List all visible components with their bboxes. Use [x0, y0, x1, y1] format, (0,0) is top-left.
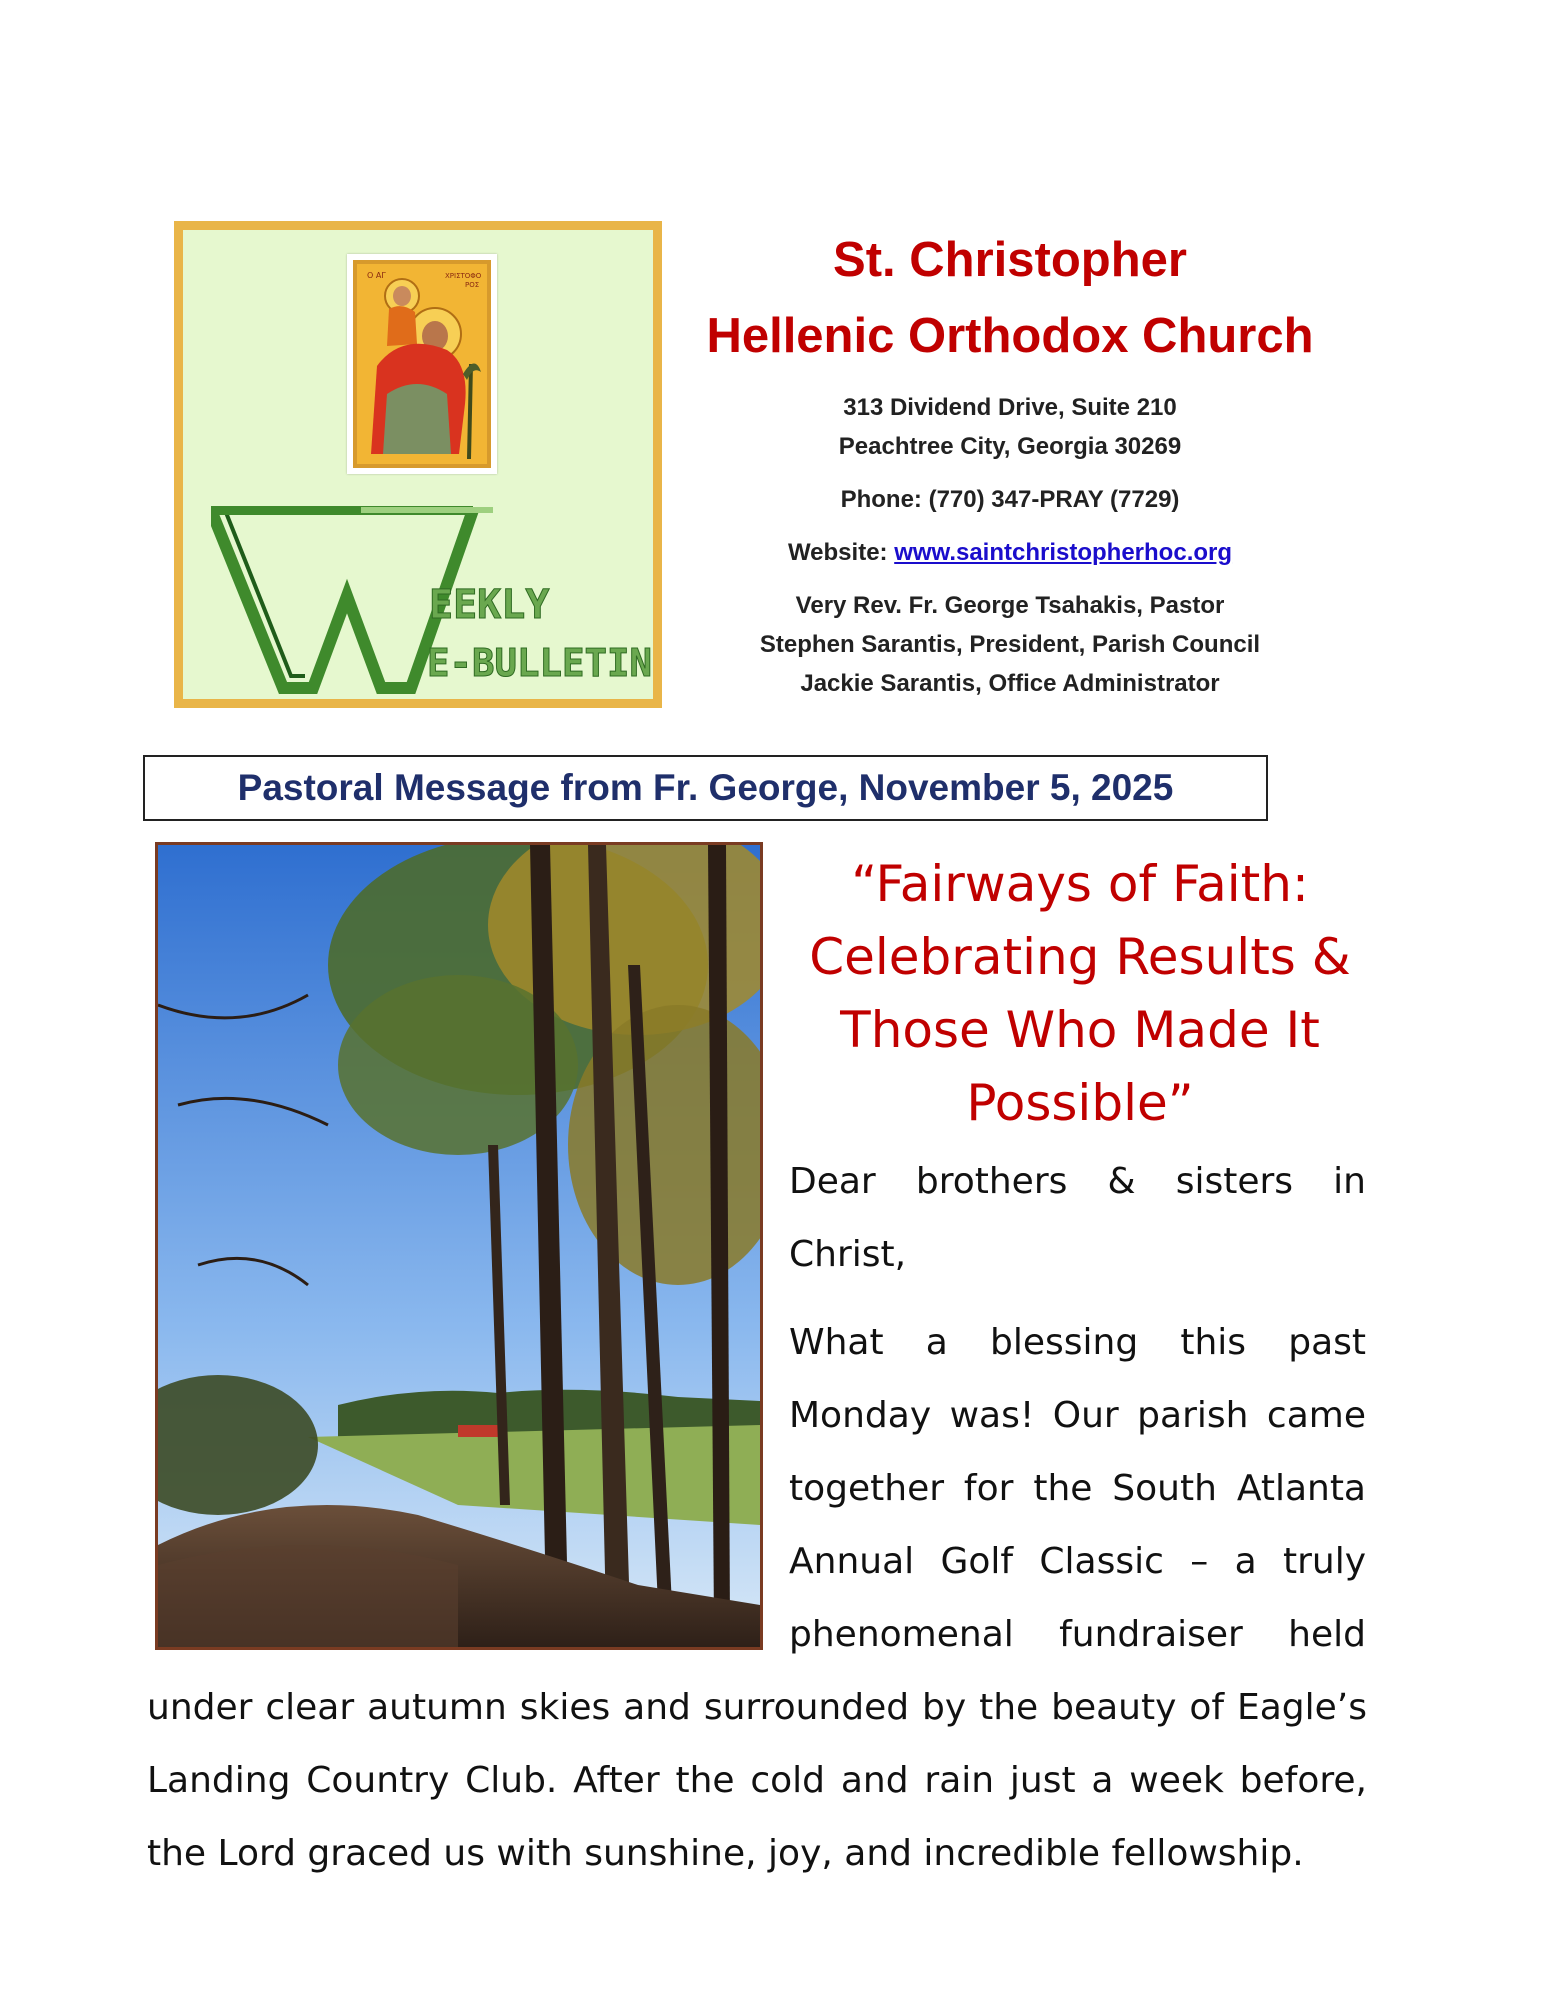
- body-line3: together for the South Atlanta: [789, 1468, 1366, 1509]
- pastoral-message-heading: Pastoral Message from Fr. George, November 5, 2025: [237, 767, 1174, 808]
- body-line7: Landing Country Club. After the cold and rain just a week before,: [147, 1760, 1367, 1801]
- icon-inscription-left: O ΑΓ: [367, 271, 386, 280]
- body-line1: What a blessing this past: [789, 1322, 1366, 1363]
- body-line5: phenomenal fundraiser held: [789, 1614, 1366, 1655]
- phone-number: Phone: (770) 347-PRAY (7729): [840, 486, 1180, 513]
- clergy-pastor: Very Rev. Fr. George Tsahakis, Pastor: [795, 592, 1225, 619]
- body-line4: Annual Golf Classic – a truly: [789, 1541, 1366, 1582]
- weekly-ebulletin-logo: [174, 221, 662, 708]
- article-title: [780, 848, 1380, 1140]
- article-title-line1: “Fairways of Faith:: [851, 855, 1309, 913]
- body-line6: under clear autumn skies and surrounded by the beauty of Eagle’s: [147, 1687, 1367, 1728]
- address-line1: 313 Dividend Drive, Suite 210: [843, 394, 1177, 421]
- body-paragraph-column: [789, 1306, 1366, 1671]
- golf-course-trees-photo: [155, 842, 763, 1650]
- saint-christopher-icon-image: [347, 254, 497, 474]
- svg-text:ΧΡΙΣΤΟΦΟ: ΧΡΙΣΤΟΦΟ: [445, 272, 482, 280]
- body-line8: the Lord graced us with sunshine, joy, and incredible fellowship.: [147, 1833, 1304, 1874]
- clergy-administrator: Jackie Sarantis, Office Administrator: [800, 670, 1220, 697]
- contact-info: [680, 388, 1340, 703]
- pastoral-message-banner: [143, 755, 1268, 821]
- article-title-line4: Possible”: [966, 1074, 1194, 1132]
- clergy-president: Stephen Sarantis, President, Parish Council: [759, 631, 1261, 658]
- church-name: [660, 222, 1360, 374]
- greeting-paragraph: [789, 1145, 1366, 1291]
- church-name-line2: Hellenic Orthodox Church: [706, 309, 1314, 363]
- website-line: [680, 533, 1340, 572]
- body-line2: Monday was! Our parish came: [789, 1395, 1366, 1436]
- website-link[interactable]: www.saintchristopherhoc.org: [894, 539, 1233, 566]
- svg-text:ΡΟΣ: ΡΟΣ: [465, 281, 480, 289]
- bulletin-wordmark-line2: E-BULLETIN: [427, 641, 652, 685]
- bulletin-wordmark-line1: EEKLY: [429, 582, 550, 628]
- greeting-line2: Christ,: [789, 1234, 907, 1275]
- church-name-line1: St. Christopher: [833, 233, 1187, 287]
- article-title-line3: Those Who Made It: [840, 1001, 1320, 1059]
- website-label: Website:: [787, 539, 895, 566]
- greeting-line1: Dear brothers & sisters in: [789, 1161, 1366, 1202]
- address-line2: Peachtree City, Georgia 30269: [838, 433, 1182, 460]
- article-title-line2: Celebrating Results &: [809, 928, 1351, 986]
- weekly-bulletin-wordmark: [211, 506, 661, 696]
